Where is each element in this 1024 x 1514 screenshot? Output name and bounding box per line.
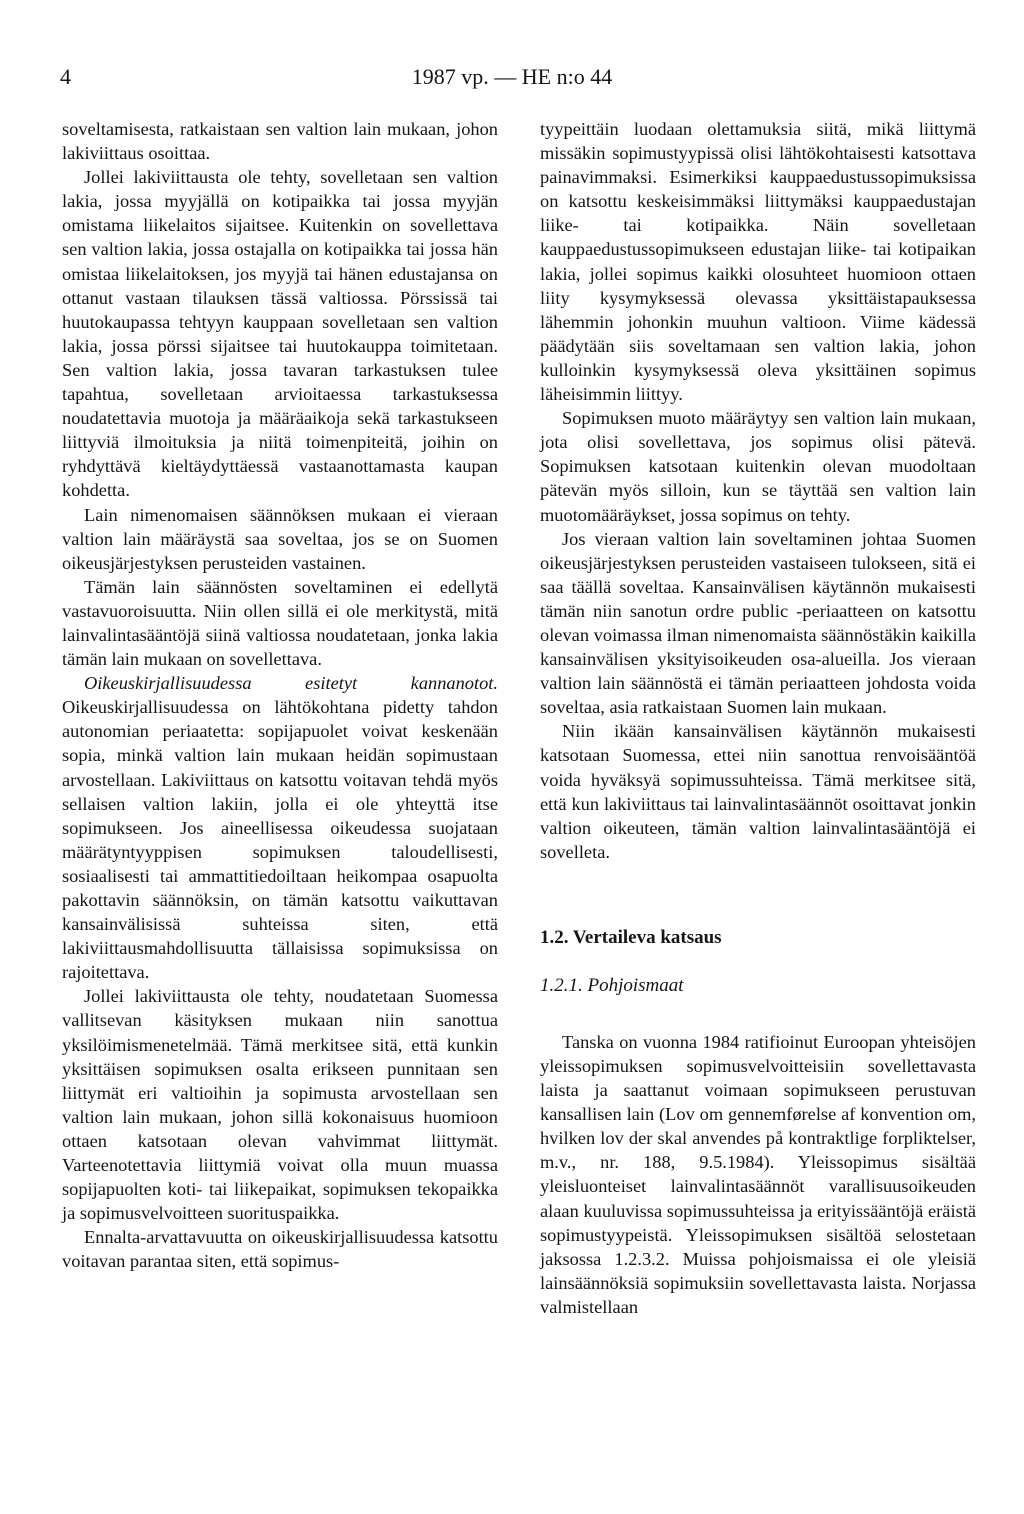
- paragraph: tyypeittäin luodaan olettamuksia siitä, mikä liittymä missäkin sopimustyypissä olisi lähtökohtaisesti katsottava painavimmaksi. Esimerkiksi kauppaedustussopimuksissa on katsottu keskeisimmäksi liittymäksi kauppaedustajan liike- tai kotipaikka. Näin sovelletaan kauppaedustussopimukseen edustajan liike- tai kotipaikan lakia, jollei sopimus kaikki olosuhteet huomioon ottaen liity kysymyksessä olevassa yksittäistapauksessa lähemmin johonkin muuhun valtioon. Viime kädessä päädytään siis soveltamaan sen valtion lakia, johon kulloinkin kysymyksessä oleva yksittäinen sopimus läheisimmin liittyy.: [540, 119, 976, 405]
- paragraph: Sopimuksen muoto määräytyy sen valtion lain mukaan, jota olisi sovellettava, jos sopimus olisi pätevä. Sopimuksen katsotaan kuitenkin olevan muodoltaan pätevän myös silloin, kun se täyttää sen valtion lain muotomääräykset, jossa sopimus on tehty.: [540, 408, 976, 525]
- left-column: [62, 117, 498, 1274]
- running-title: 1987 vp. — HE n:o 44: [411, 64, 613, 89]
- paragraph: Niin ikään kansainvälisen käytännön mukaisesti katsotaan Suomessa, ettei niin sanottua renvoisääntöä voida hyväksyä sopimussuhteissa. Tämä merkitsee sitä, että kun lakiviittaus tai lainvalintasäännöt osoittavat jonkin valtion oikeuteen, tämän valtion lainvalintasääntöjä ei sovelleta.: [540, 721, 976, 862]
- subsection-heading: 1.2.1. Pohjoismaat: [540, 974, 684, 996]
- right-column: [540, 117, 976, 1319]
- paragraph: Lain nimenomaisen säännöksen mukaan ei vieraan valtion lain määräystä saa soveltaa, jos se on Suomen oikeusjärjestyksen perusteiden vastainen.: [62, 504, 498, 573]
- paragraph: Tanska on vuonna 1984 ratifioinut Euroopan yhteisöjen yleissopimuksen sopimusvelvoitteisiin sovellettavasta laista ja saattanut voimaan sopimukseen perustuvan kansallisen lain (Lov om gennemførelse af konvention om, hvilken lov der skal anvendes på kontraktlige forpliktelser, m.v., nr. 188, 9.5.1984). Yleissopimus sisältää yleisluonteiset lainvalintasäännöt varallisuusoikeuden alaan kuuluvissa sopimussuhteissa ja erityissääntöjä eräistä sopimustyypeistä. Yleissopimuksen sisältöä selostetaan jaksossa 1.2.3.2. Muissa pohjoismaissa ei ole yleisiä lainsäännöksiä sopimuksiin sovellettavasta laista. Norjassa valmistellaan: [540, 1031, 976, 1317]
- page-number: 4: [60, 64, 71, 89]
- paragraph: [62, 671, 498, 984]
- paragraph: Jollei lakiviittausta ole tehty, sovelletaan sen valtion lakia, jossa myyjällä on kotipaikka tai jossa myyjän omistama liikelaitos sijaitsee. Kuitenkin on sovellettava sen valtion lakia, jossa ostajalla on kotipaikka tai jossa hän omistaa liikelaitoksen, jos myyjä tai hänen edustajansa on ottanut vastaan tilauksen tässä valtiossa. Pörssissä tai huutokaupassa tehtyyn kauppaan sovelletaan sen valtion lakia, jossa pörssi sijaitsee tai huutokauppa toimitetaan. Sen valtion lakia, jossa tavaran tarkastuksen tulee tapahtua, sovelletaan arvioitaessa tarkastuksessa noudatettavia muotoja ja määräaikoja sekä tarkastukseen liittyviä ilmoituksia ja niitä toimenpiteitä, joihin on ryhdyttävä kieltäydyttäessä vastaanottamasta kaupan kohdetta.: [62, 167, 498, 501]
- run-in-heading: Oikeuskirjallisuudessa esitetyt kannanotot.: [84, 673, 498, 694]
- paragraph: Tämän lain säännösten soveltaminen ei edellytä vastavuoroisuutta. Niin ollen sillä ei ole merkitystä, mitä lainvalintasääntöjä siinä valtiossa noudatetaan, jonka lakia tämän lain mukaan on sovellettava.: [62, 576, 498, 670]
- paragraph: Ennalta-arvattavuutta on oikeuskirjallisuudessa katsottu voitavan parantaa siten, että sopimus-: [62, 1227, 498, 1272]
- paragraph-body: Oikeuskirjallisuudessa on lähtökohtana pidetty tahdon autonomian periaatetta: sopijapuolet voivat keskenään sopia, minkä valtion lain mukaan heidän sopimustaan arvostellaan. Lakiviittaus on katsottu voitavan tehdä myös sellaisen valtion lakiin, jolla ei ole yhteyttä itse sopimukseen. Jos aineellisessa oikeudessa suojataan määrätyntyyppisen sopimuksen taloudellisesti, sosiaalisesti tai ammattitiedoiltaan heikompaa osapuolta pakottavin säännöksin, on tämän katsottu vaikuttavan kansainvälisissä suhteissa siten, että lakiviittausmahdollisuutta tällaisissa sopimuksissa on rajoitettava.: [62, 697, 498, 983]
- paragraph: Jollei lakiviittausta ole tehty, noudatetaan Suomessa vallitsevan käsityksen mukaan niin sanottua yksilöimismenetelmää. Tämä merkitsee sitä, että kunkin yksittäisen sopimuksen osalta erikseen punnitaan sen liittymät eri valtioihin ja sopimusta arvostellaan sen valtion lain mukaan, johon sillä kokonaisuus huomioon ottaen katsotaan olevan vahvimmat liittymät. Varteenotettavia liittymiä voivat olla muun muassa sopijapuolten koti- tai liikepaikat, sopimuksen tekopaikka ja sopimusvelvoitteen suorituspaikka.: [62, 986, 498, 1224]
- paragraph: soveltamisesta, ratkaistaan sen valtion lain mukaan, johon lakiviittaus osoittaa.: [62, 119, 498, 164]
- section-heading: 1.2. Vertaileva katsaus: [540, 926, 722, 948]
- paragraph: Jos vieraan valtion lain soveltaminen johtaa Suomen oikeusjärjestyksen perusteiden vastaiseen tulokseen, sitä ei saa täällä soveltaa. Kansainvälisen käytännön mukaisesti tämän niin sanotun ordre public -periaatteen on katsottu olevan voimassa ilman nimenomaista säännöstäkin kaikilla kansainvälisen yksityisoikeuden osa-alueilla. Jos vieraan valtion lain säännöstä ei tämän periaatteen johdosta voida soveltaa, asia ratkaistaan Suomen lain mukaan.: [540, 528, 976, 718]
